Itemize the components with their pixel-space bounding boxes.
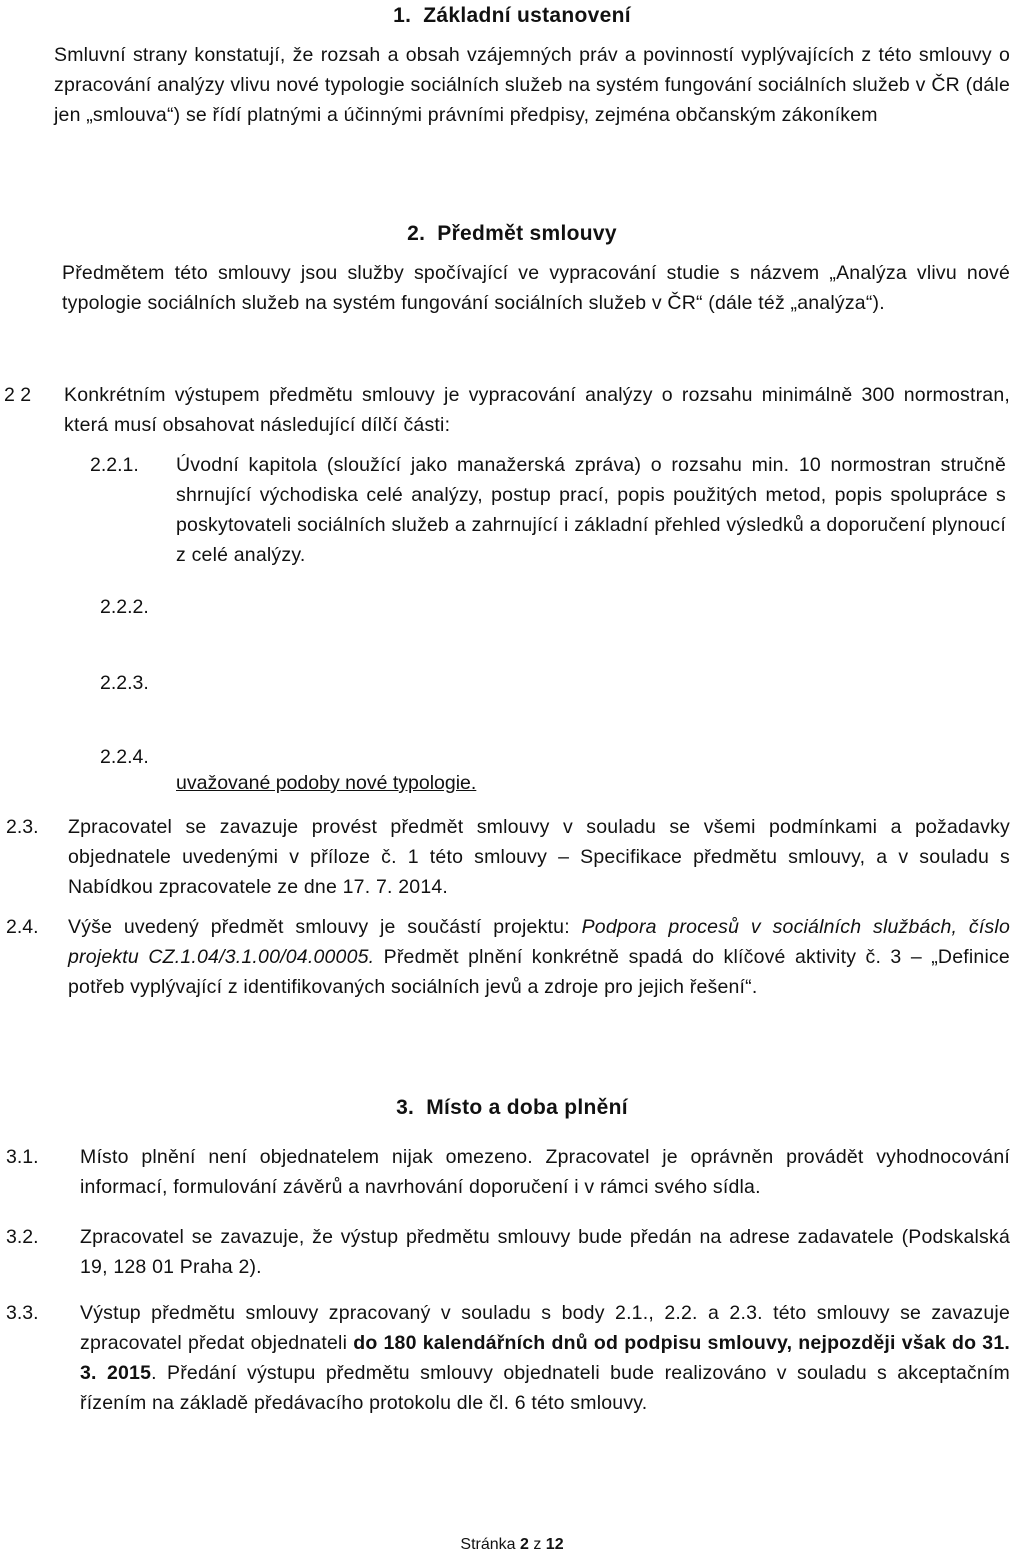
- section-1-heading: [0, 4, 1024, 28]
- footer-page-number: 2: [519, 1536, 529, 1553]
- clause-2-1-text: Předmětem této smlouvy jsou služby spočívající ve vypracování studie s názvem „Analýza vlivu nové typologie sociálních služeb na systém fungování sociálních služeb v ČR“ (dále též „analýza“).: [62, 262, 1010, 314]
- clause-3-1-number: 3.1.: [6, 1146, 39, 1168]
- clause-2-2-number: 2 2: [4, 384, 32, 406]
- clause-3-1-text: Místo plnění není objednatelem nijak omezeno. Zpracovatel je oprávněn provádět vyhodnocování informací, formulování závěrů a navrhování doporučení i v rámci svého sídla.: [80, 1146, 1010, 1198]
- clause-2-2-1-number: 2.2.1.: [90, 454, 139, 476]
- section-2-heading: [0, 222, 1024, 246]
- clause-2-2-3-number: 2.2.3.: [100, 672, 149, 694]
- clause-2-4-post: Předmět plnění konkrétně spadá do klíčové aktivity č. 3 – „Definice potřeb vyplývající z identifikovaných sociálních jevů a zdroje pro jejich řešení“.: [68, 946, 1010, 998]
- clause-3-3-text: [80, 1298, 1010, 1418]
- clause-2-4-pre: Výše uvedený předmět smlouvy je součástí projektu:: [68, 916, 582, 938]
- clause-3-3-post: . Předání výstupu předmětu smlouvy objednateli bude realizováno v souladu s akceptačním řízením na základě předávacího protokolu dle čl. 6 této smlouvy.: [80, 1362, 1010, 1414]
- clause-3-3-number: 3.3.: [6, 1302, 39, 1324]
- footer-page-total: 12: [545, 1536, 564, 1553]
- clause-3-2-number: 3.2.: [6, 1226, 39, 1248]
- section-2-title: Předmět smlouvy: [437, 222, 617, 245]
- clause-2-2-2-number: 2.2.2.: [100, 596, 149, 618]
- footer-prefix: Stránka: [460, 1536, 516, 1553]
- section-3-number: 3.: [396, 1096, 415, 1119]
- clause-2-4-text: [68, 912, 1010, 1002]
- clause-3-3-pre: Výstup předmětu smlouvy zpracovaný v souladu s body 2.1., 2.2. a 2.3. této smlouvy se zavazuje zpracovatel předat objednateli: [80, 1302, 1010, 1354]
- clause-3-2-text: Zpracovatel se zavazuje, že výstup předmětu smlouvy bude předán na adrese zadavatele (Podskalská 19, 128 01 Praha 2).: [80, 1226, 1010, 1278]
- clause-2-4-project: Podpora procesů v sociálních službách, číslo projektu CZ.1.04/3.1.00/04.00005.: [68, 916, 1010, 968]
- section-1-number: 1.: [393, 4, 412, 27]
- clause-2-2-4-number: 2.2.4.: [100, 746, 149, 768]
- section-2-number: 2.: [407, 222, 426, 245]
- clause-2-3-text: Zpracovatel se zavazuje provést předmět smlouvy v souladu se všemi podmínkami a požadavky objednatele uvedenými v příloze č. 1 této smlouvy – Specifikace předmětu smlouvy, a v souladu s Nabídkou zpracovatele ze dne 17. 7. 2014.: [68, 816, 1010, 898]
- section-3-title: Místo a doba plnění: [426, 1096, 628, 1119]
- page-footer: [0, 1536, 1024, 1554]
- clause-2-2-4-tail: uvažované podoby nové typologie.: [176, 772, 477, 794]
- clause-2-2-1-text: Úvodní kapitola (sloužící jako manažerská zpráva) o rozsahu min. 10 normostran stručně shrnující východiska celé analýzy, postup prací, popis použitých metod, popis spolupráce s poskytovateli sociálních služeb a zahrnující i základní přehled výsledků a doporučení plynoucí z celé analýzy.: [176, 454, 1006, 566]
- section-3-heading: [0, 1096, 1024, 1120]
- clause-3-3-deadline: do 180 kalendářních dnů od podpisu smlouvy, nejpozději však do 31. 3. 2015: [80, 1332, 1011, 1384]
- footer-separator: z: [533, 1536, 542, 1553]
- clause-2-3-number: 2.3.: [6, 816, 39, 838]
- clause-2-4-number: 2.4.: [6, 916, 39, 938]
- clause-2-2-text: Konkrétním výstupem předmětu smlouvy je vypracování analýzy o rozsahu minimálně 300 normostran, která musí obsahovat následující dílčí části:: [64, 384, 1010, 436]
- section-1-text: Smluvní strany konstatují, že rozsah a obsah vzájemných práv a povinností vyplývajících z této smlouvy o zpracování analýzy vlivu nové typologie sociálních služeb na systém fungování sociálních služeb v ČR (dále jen „smlouva“) se řídí platnými a účinnými právními předpisy, zejména občanským zákoníkem: [54, 44, 1010, 126]
- section-1-title: Základní ustanovení: [423, 4, 631, 27]
